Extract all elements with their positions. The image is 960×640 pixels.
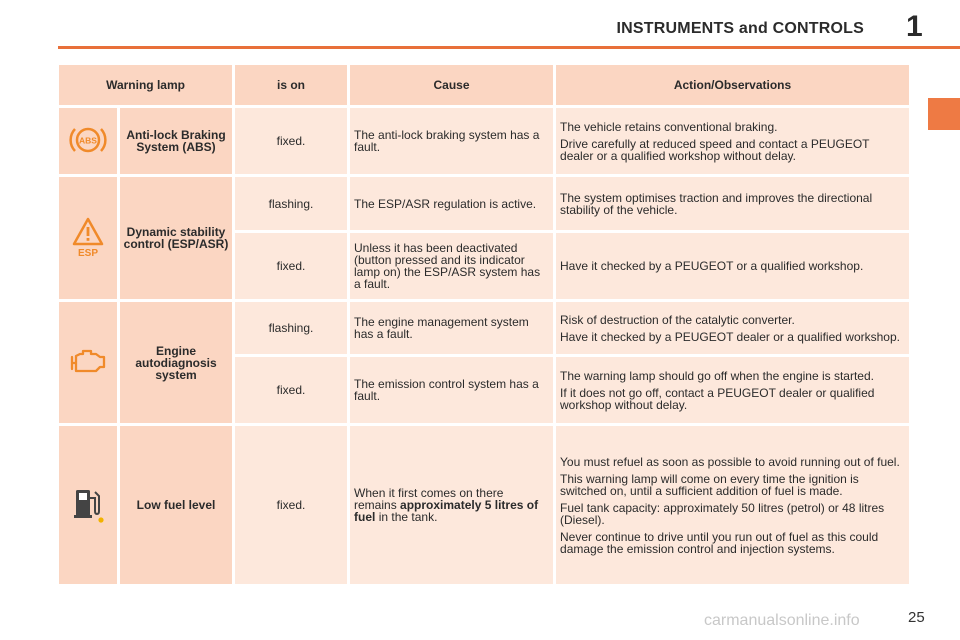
cause-esp-fixed: Unless it has been deactivated (button pressed and its indicator lamp on) the ESP/ASR system has a fault. <box>350 233 553 299</box>
esp-icon-label: ESP <box>77 248 99 258</box>
action-fuel <box>556 426 909 584</box>
state-fuel: fixed. <box>235 426 347 584</box>
cause-fuel-highlight: approximately 5 litres of fuel <box>354 498 539 524</box>
col-header-action: Action/Observations <box>556 65 909 105</box>
action-esp-fixed: Have it checked by a PEUGEOT or a qualified workshop. <box>556 233 909 299</box>
esp-warning-icon <box>59 177 117 299</box>
cause-fuel-pre: When it first comes on there remains <box>354 486 504 512</box>
action-text: You must refuel as soon as possible to avoid running out of fuel. <box>560 454 900 469</box>
action-abs <box>556 108 909 174</box>
cause-fuel <box>350 426 553 584</box>
cause-engine-fixed: The emission control system has a fault. <box>350 357 553 423</box>
state-engine-flashing: flashing. <box>235 302 347 354</box>
table-row-engine-flashing <box>59 302 909 354</box>
lamp-name-fuel: Low fuel level <box>120 426 232 584</box>
header-rule <box>58 46 960 49</box>
action-text: Risk of destruction of the catalytic converter. <box>560 312 795 327</box>
abs-warning-icon <box>59 108 117 174</box>
action-text: Fuel tank capacity: approximately 50 litres (petrol) or 48 litres (Diesel). <box>560 500 885 527</box>
table-row-fuel <box>59 426 909 584</box>
section-title: INSTRUMENTS and CONTROLS <box>616 20 864 37</box>
action-text: The vehicle retains conventional braking. <box>560 119 778 134</box>
action-text: Have it checked by a PEUGEOT dealer or a qualified workshop. <box>560 329 900 344</box>
state-esp-fixed: fixed. <box>235 233 347 299</box>
lamp-name-engine: Engine autodiagnosis system <box>120 302 232 423</box>
col-header-cause: Cause <box>350 65 553 105</box>
cause-fuel-post: in the tank. <box>375 510 438 524</box>
action-esp-flashing: The system optimises traction and improves the directional stability of the vehicle. <box>556 177 909 230</box>
warning-lamp-table <box>56 62 912 587</box>
chapter-number: 1 <box>906 10 923 43</box>
action-text: This warning lamp will come on every time the ignition is switched on, until a sufficient addition of fuel is made. <box>560 471 859 498</box>
action-engine-flashing <box>556 302 909 354</box>
table-row-abs <box>59 108 909 174</box>
table-header-row <box>59 65 909 105</box>
lamp-name-esp: Dynamic stability control (ESP/ASR) <box>120 177 232 299</box>
action-text: If it does not go off, contact a PEUGEOT dealer or qualified workshop without delay. <box>560 385 875 412</box>
action-text: Never continue to drive until you run out of fuel as this could damage the emission control and injection systems. <box>560 529 879 556</box>
engine-warning-icon <box>59 302 117 423</box>
state-abs: fixed. <box>235 108 347 174</box>
action-text: Drive carefully at reduced speed and contact a PEUGEOT dealer or a qualified workshop without delay. <box>560 136 870 163</box>
lamp-name-abs: Anti-lock Braking System (ABS) <box>120 108 232 174</box>
state-esp-flashing: flashing. <box>235 177 347 230</box>
watermark: carmanualsonline.info <box>704 612 860 629</box>
col-header-is-on: is on <box>235 65 347 105</box>
table-row-esp-flashing <box>59 177 909 230</box>
action-engine-fixed <box>556 357 909 423</box>
col-header-warning-lamp: Warning lamp <box>59 65 232 105</box>
cause-engine-flashing: The engine management system has a fault. <box>350 302 553 354</box>
svg-text:ABS: ABS <box>79 135 97 146</box>
state-engine-fixed: fixed. <box>235 357 347 423</box>
fuel-pump-icon <box>59 426 117 584</box>
page-number: 25 <box>908 609 925 626</box>
cause-esp-flashing: The ESP/ASR regulation is active. <box>350 177 553 230</box>
cause-abs: The anti-lock braking system has a fault. <box>350 108 553 174</box>
chapter-tab <box>928 98 960 130</box>
action-text: The warning lamp should go off when the engine is started. <box>560 368 874 383</box>
